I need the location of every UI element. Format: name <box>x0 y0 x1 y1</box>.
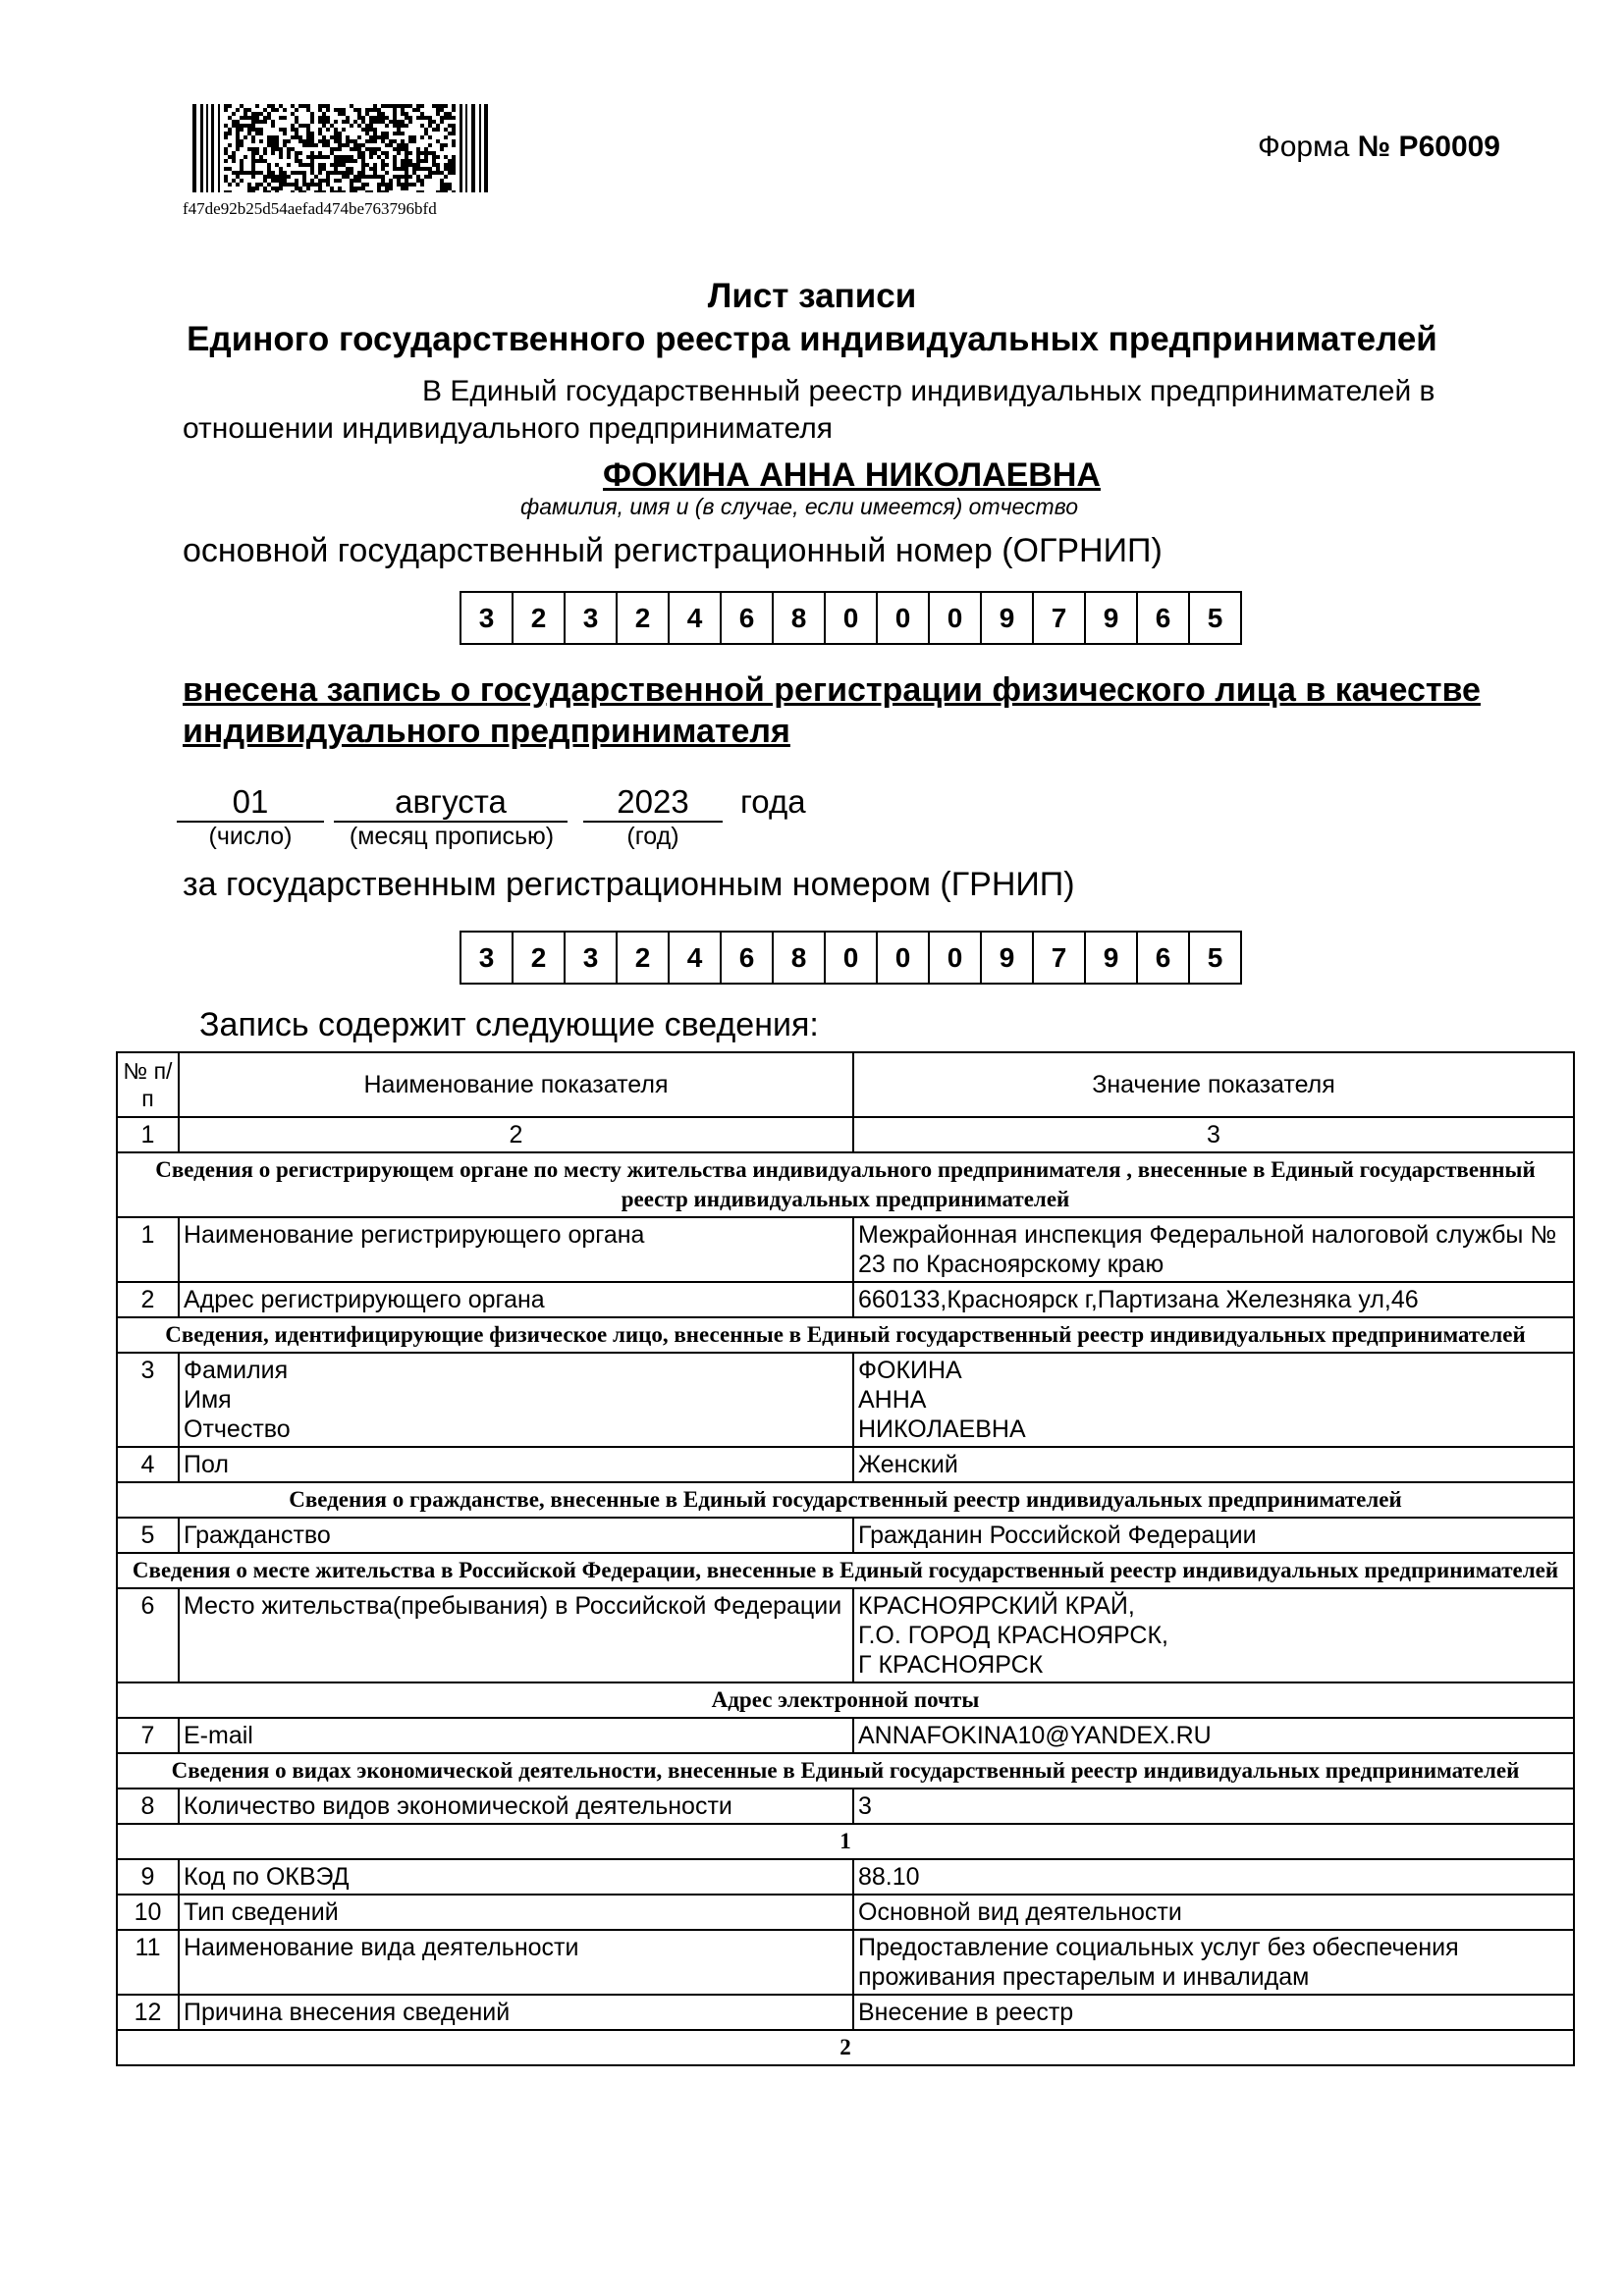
table-row <box>117 1518 1574 1553</box>
indicator-name: Адрес регистрирующего органа <box>179 1282 853 1317</box>
sheet-title-line2: Единого государственного реестра индивидуальных предпринимателей <box>187 320 1437 358</box>
row-number: 8 <box>117 1789 179 1824</box>
row-number: 1 <box>117 1217 179 1282</box>
section-heading: 1 <box>117 1824 1574 1859</box>
indicator-name: Гражданство <box>179 1518 853 1553</box>
contents-label: Запись содержит следующие сведения: <box>199 1006 819 1043</box>
record-title: внесена запись о государственной регистрации физического лица в качестве индивидуального предпринимателя <box>183 671 1481 750</box>
table-row <box>117 1447 1574 1482</box>
digit-box: 7 <box>1032 591 1086 645</box>
column-number: 1 <box>117 1117 179 1152</box>
digit-box: 6 <box>1136 591 1190 645</box>
indicator-name: Количество видов экономической деятельности <box>179 1789 853 1824</box>
indicator-name: Код по ОКВЭД <box>179 1859 853 1895</box>
section-heading: Сведения о регистрирующем органе по месту жительства индивидуального предпринимателя , внесенные в Единый государственный реестр индивидуальных предпринимателей <box>117 1152 1574 1217</box>
table-section-row <box>117 1682 1574 1718</box>
digit-box: 9 <box>1084 591 1138 645</box>
digit-box: 2 <box>616 591 670 645</box>
digit-box: 0 <box>876 931 930 985</box>
digit-box: 3 <box>564 591 618 645</box>
date-month-caption: (месяц прописью) <box>349 823 555 850</box>
digit-box: 5 <box>1188 591 1242 645</box>
section-heading: Адрес электронной почты <box>117 1682 1574 1718</box>
indicator-value: Внесение в реестр <box>853 1995 1574 2030</box>
digit-box: 0 <box>928 591 982 645</box>
section-heading: Сведения о месте жительства в Российской Федерации, внесенные в Единый государственный реестр индивидуальных предпринимателей <box>117 1553 1574 1588</box>
indicator-name: Наименование регистрирующего органа <box>179 1217 853 1282</box>
indicator-name: Место жительства(пребывания) в Российской Федерации <box>179 1588 853 1682</box>
date-suffix: года <box>740 783 806 820</box>
table-row <box>117 1718 1574 1753</box>
row-number: 12 <box>117 1995 179 2030</box>
date-day-caption: (число) <box>208 823 293 850</box>
digit-box: 0 <box>928 931 982 985</box>
barcode-icon <box>192 104 489 192</box>
digit-box: 3 <box>564 931 618 985</box>
digit-box: 3 <box>460 931 514 985</box>
grnip-label: за государственным регистрационным номером (ГРНИП) <box>183 866 1075 903</box>
section-heading: Сведения, идентифицирующие физическое лицо, внесенные в Единый государственный реестр индивидуальных предпринимателей <box>117 1317 1574 1353</box>
digit-box: 0 <box>824 591 878 645</box>
table-section-row <box>117 2030 1574 2065</box>
digit-box: 4 <box>668 591 722 645</box>
date-year: 2023 <box>583 783 723 823</box>
table-header-row <box>117 1052 1574 1117</box>
date-day: 01 <box>177 783 324 823</box>
sheet-title <box>0 275 1624 361</box>
row-number: 7 <box>117 1718 179 1753</box>
grnip-digit-boxes <box>461 931 1242 985</box>
form-label <box>1258 131 1500 164</box>
intro-line2: отношении индивидуального предпринимателя <box>183 412 833 445</box>
indicator-name: E-mail <box>179 1718 853 1753</box>
digit-box: 2 <box>512 591 566 645</box>
section-heading: 2 <box>117 2030 1574 2065</box>
table-row <box>117 1588 1574 1682</box>
table-section-row <box>117 1152 1574 1217</box>
table-section-row <box>117 1553 1574 1588</box>
digit-box: 2 <box>512 931 566 985</box>
indicator-name: Фамилия Имя Отчество <box>179 1353 853 1447</box>
digit-box: 6 <box>720 591 774 645</box>
table-section-row <box>117 1482 1574 1518</box>
section-heading: Сведения о видах экономической деятельности, внесенные в Единый государственный реестр индивидуальных предпринимателей <box>117 1753 1574 1789</box>
digit-box: 6 <box>1136 931 1190 985</box>
table-section-row <box>117 1317 1574 1353</box>
record-details-table <box>116 1051 1575 2066</box>
indicator-value: Гражданин Российской Федерации <box>853 1518 1574 1553</box>
indicator-name: Пол <box>179 1447 853 1482</box>
date-year-caption: (год) <box>626 823 679 850</box>
form-number: № Р60009 <box>1357 131 1500 163</box>
row-number: 2 <box>117 1282 179 1317</box>
table-row <box>117 1995 1574 2030</box>
table-row <box>117 1930 1574 1995</box>
header-indicator-value: Значение показателя <box>853 1052 1574 1117</box>
row-number: 4 <box>117 1447 179 1482</box>
table-row <box>117 1282 1574 1317</box>
indicator-value: Женский <box>853 1447 1574 1482</box>
table-body <box>117 1152 1574 2065</box>
row-number: 10 <box>117 1895 179 1930</box>
digit-box: 0 <box>876 591 930 645</box>
intro-line1: В Единый государственный реестр индивидуальных предпринимателей в <box>422 375 1435 407</box>
digit-box: 8 <box>772 931 826 985</box>
digit-box: 2 <box>616 931 670 985</box>
row-number: 5 <box>117 1518 179 1553</box>
digit-box: 4 <box>668 931 722 985</box>
indicator-value: 660133,Красноярск г,Партизана Железняка ул,46 <box>853 1282 1574 1317</box>
indicator-value: 3 <box>853 1789 1574 1824</box>
table-row <box>117 1217 1574 1282</box>
indicator-value: Предоставление социальных услуг без обеспечения проживания престарелым и инвалидам <box>853 1930 1574 1995</box>
table-section-row <box>117 1824 1574 1859</box>
digit-box: 0 <box>824 931 878 985</box>
form-prefix: Форма <box>1257 131 1350 163</box>
section-heading: Сведения о гражданстве, внесенные в Единый государственный реестр индивидуальных предпринимателей <box>117 1482 1574 1518</box>
row-number: 3 <box>117 1353 179 1447</box>
indicator-value: КРАСНОЯРСКИЙ КРАЙ, Г.О. ГОРОД КРАСНОЯРСК, Г КРАСНОЯРСК <box>853 1588 1574 1682</box>
table-row <box>117 1353 1574 1447</box>
digit-box: 9 <box>980 931 1034 985</box>
column-number: 2 <box>179 1117 853 1152</box>
ogrnip-digit-boxes <box>461 591 1242 645</box>
ogrnip-label: основной государственный регистрационный номер (ОГРНИП) <box>183 532 1163 569</box>
indicator-value: ФОКИНА АННА НИКОЛАЕВНА <box>853 1353 1574 1447</box>
document-id: f47de92b25d54aefad474be763796bfd <box>183 199 437 218</box>
indicator-name: Наименование вида деятельности <box>179 1930 853 1995</box>
indicator-name: Причина внесения сведений <box>179 1995 853 2030</box>
table-row <box>117 1895 1574 1930</box>
table-section-row <box>117 1753 1574 1789</box>
digit-box: 7 <box>1032 931 1086 985</box>
digit-box: 3 <box>460 591 514 645</box>
column-number: 3 <box>853 1117 1574 1152</box>
header-indicator-name: Наименование показателя <box>179 1052 853 1117</box>
table-row <box>117 1789 1574 1824</box>
row-number: 11 <box>117 1930 179 1995</box>
person-name-caption: фамилия, имя и (в случае, если имеется) отчество <box>520 494 1078 519</box>
sheet-title-line1: Лист записи <box>707 277 917 315</box>
digit-box: 6 <box>720 931 774 985</box>
person-name: ФОКИНА АННА НИКОЛАЕВНА <box>603 456 1101 494</box>
row-number: 9 <box>117 1859 179 1895</box>
row-number: 6 <box>117 1588 179 1682</box>
indicator-value: 88.10 <box>853 1859 1574 1895</box>
column-numbers-row <box>117 1117 1574 1152</box>
digit-box: 8 <box>772 591 826 645</box>
header-number: № п/п <box>117 1052 179 1117</box>
digit-box: 5 <box>1188 931 1242 985</box>
date-month: августа <box>334 783 568 823</box>
indicator-value: Межрайонная инспекция Федеральной налоговой службы № 23 по Красноярскому краю <box>853 1217 1574 1282</box>
indicator-value: ANNAFOKINA10@YANDEX.RU <box>853 1718 1574 1753</box>
digit-box: 9 <box>1084 931 1138 985</box>
table-row <box>117 1859 1574 1895</box>
indicator-value: Основной вид деятельности <box>853 1895 1574 1930</box>
digit-box: 9 <box>980 591 1034 645</box>
indicator-name: Тип сведений <box>179 1895 853 1930</box>
